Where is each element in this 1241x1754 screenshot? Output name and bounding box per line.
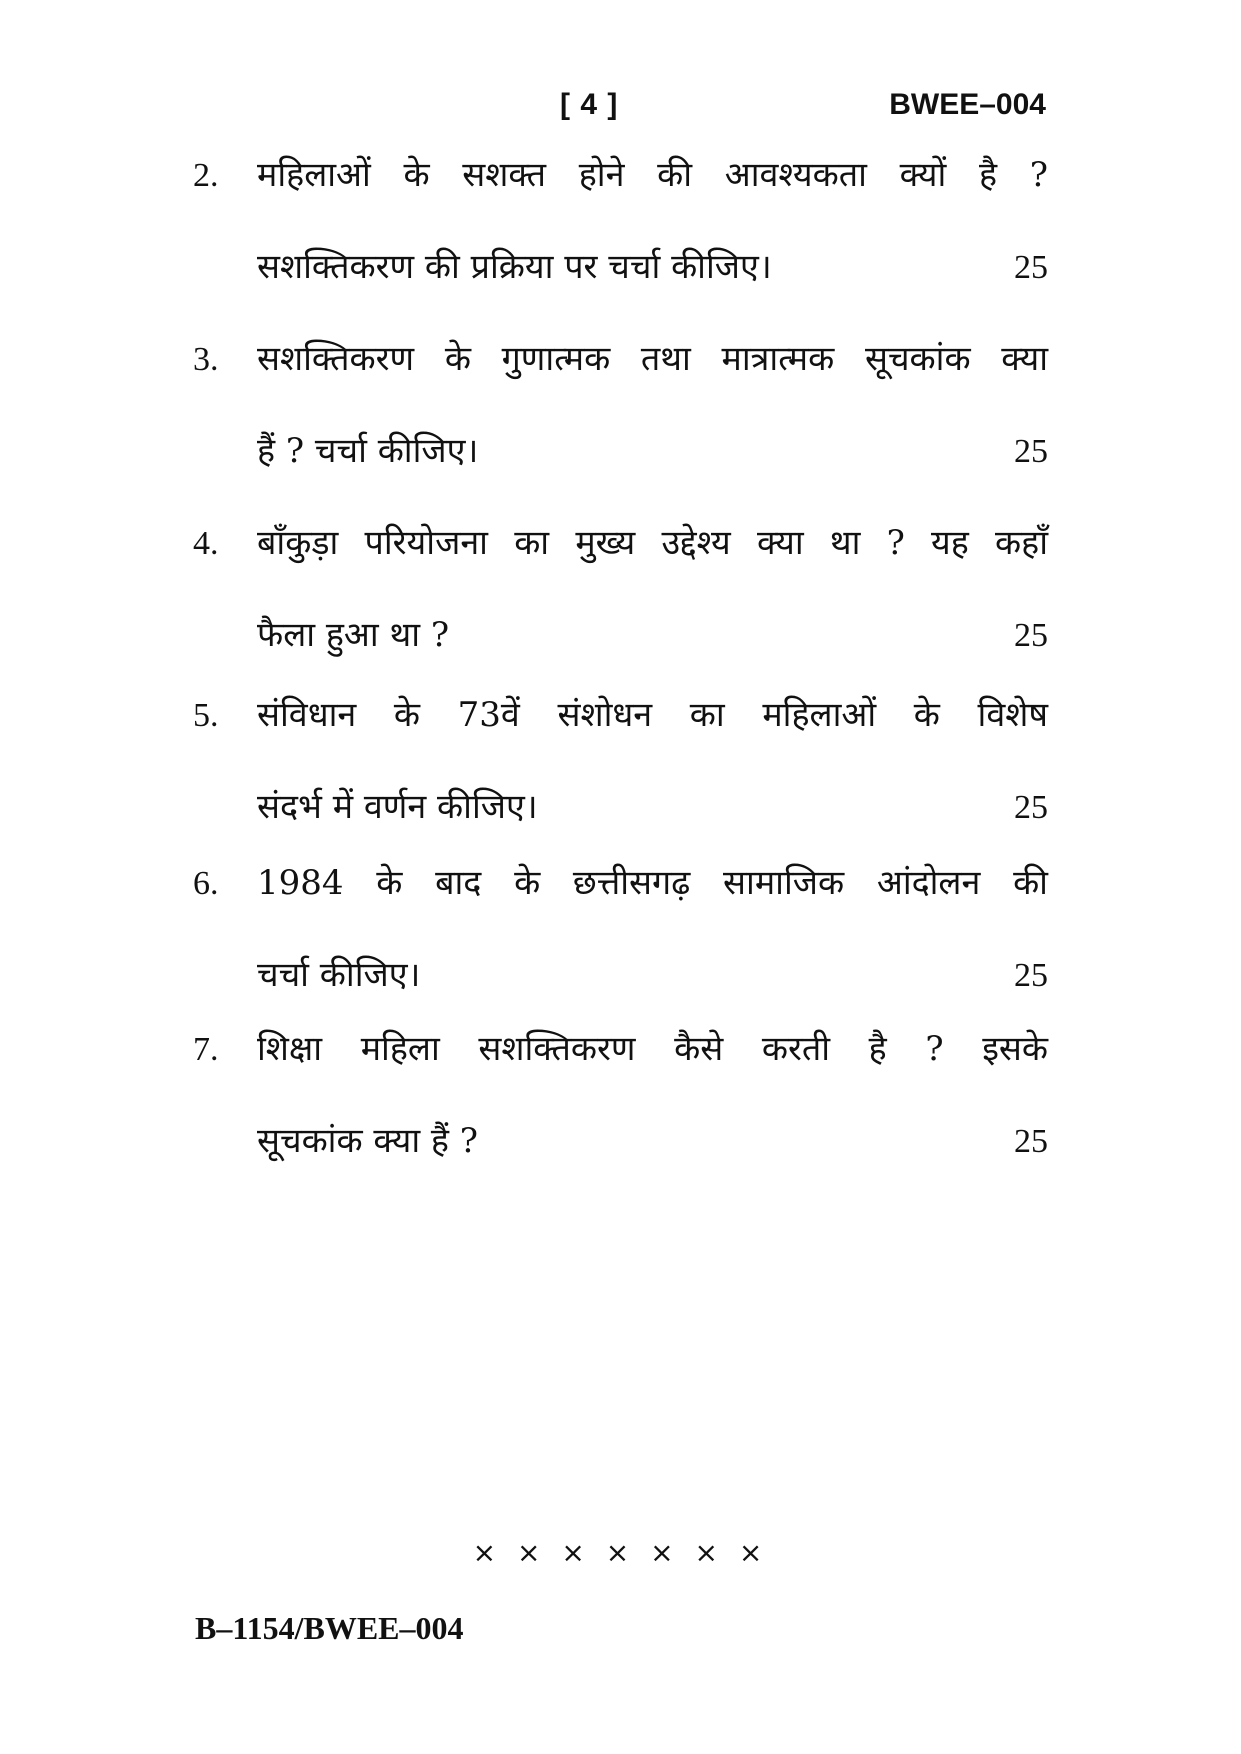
question-number: 5. (193, 697, 219, 734)
question-marks: 25 (1014, 433, 1048, 470)
page-header-course-code: BWEE–004 (889, 88, 1046, 121)
question-text-line1: बाँकुड़ा परियोजना का मुख्य उद्देश्य क्या था ? यह कहाँ (257, 523, 1048, 563)
question-text-line1: शिक्षा महिला सशक्तिकरण कैसे करती है ? इसके (257, 1029, 1048, 1069)
footer-paper-code: B–1154/BWEE–004 (195, 1610, 464, 1646)
question-text-line1: सशक्तिकरण के गुणात्मक तथा मात्रात्मक सूचकांक क्या (257, 339, 1048, 379)
question-text-line2: चर्चा कीजिए। (257, 955, 421, 995)
question-7 (193, 1024, 1048, 1162)
question-text-line2: सूचकांक क्या हैं ? (257, 1121, 479, 1161)
page-header-number: [ 4 ] (560, 88, 619, 121)
question-4 (193, 518, 1048, 656)
question-3 (193, 334, 1048, 472)
question-number: 6. (193, 865, 219, 902)
question-text-line2: संदर्भ में वर्णन कीजिए। (257, 787, 538, 827)
end-of-paper-marks: × × × × × × × (472, 1536, 769, 1569)
question-text-line1: महिलाओं के सशक्त होने की आवश्यकता क्यों है ? (257, 155, 1048, 195)
question-marks: 25 (1014, 1123, 1048, 1160)
question-marks: 25 (1014, 249, 1048, 286)
question-text-line2: फैला हुआ था ? (257, 615, 450, 655)
question-5 (193, 690, 1048, 828)
question-number: 4. (193, 525, 219, 562)
question-number: 3. (193, 341, 219, 378)
question-6 (193, 858, 1048, 996)
question-text-line2: सशक्तिकरण की प्रक्रिया पर चर्चा कीजिए। (257, 247, 772, 287)
question-text-line1: संविधान के 73वें संशोधन का महिलाओं के विशेष (257, 695, 1048, 735)
question-number: 7. (193, 1031, 219, 1068)
question-marks: 25 (1014, 617, 1048, 654)
question-marks: 25 (1014, 957, 1048, 994)
question-marks: 25 (1014, 789, 1048, 826)
question-text-line2: हैं ? चर्चा कीजिए। (257, 431, 479, 471)
question-number: 2. (193, 157, 219, 194)
question-2 (193, 150, 1048, 288)
question-text-line1: 1984 के बाद के छत्तीसगढ़ सामाजिक आंदोलन की (257, 863, 1048, 903)
